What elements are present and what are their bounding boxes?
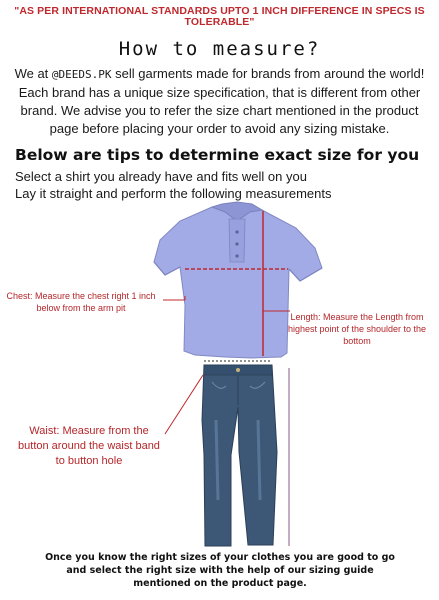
tolerance-notice: "AS PER INTERNATIONAL STANDARDS UPTO 1 INCH DIFFERENCE IN SPECS IS TOLERABLE" bbox=[14, 5, 425, 28]
intro-text-start: We at bbox=[14, 66, 52, 81]
brand-name: @DEEDS.PK bbox=[51, 68, 112, 81]
chest-label: Chest: Measure the chest right 1 inch below from the arm pit bbox=[6, 291, 156, 313]
intro-text-end: sell garments made for brands from around the world! Each brand has a unique size specification, that is different from other brand. We advise you to refer the size chart mentioned in the product page before placing your order to avoid any sizing mistake. bbox=[18, 66, 425, 136]
page-title: How to measure? bbox=[118, 38, 321, 60]
tips-heading: Below are tips to determine exact size for you bbox=[15, 146, 420, 164]
footer-note: Once you know the right sizes of your clothes you are good to go and select the right size with the help of our sizing guide mentioned on the product page. bbox=[45, 552, 395, 589]
length-label: Length: Measure the Length from highest point of the shoulder to the bottom bbox=[287, 312, 427, 346]
step-2: Lay it straight and perform the following measurements bbox=[15, 186, 332, 201]
step-1: Select a shirt you already have and fits well on you bbox=[15, 169, 307, 184]
waist-label: Waist: Measure from the button around the waist band to button hole bbox=[18, 425, 160, 467]
jeans-image bbox=[165, 361, 277, 546]
